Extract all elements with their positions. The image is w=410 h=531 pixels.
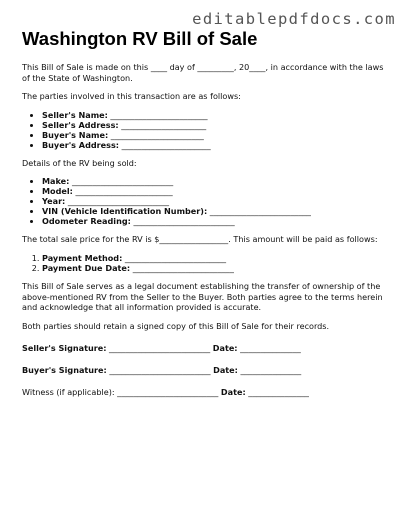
list-item	[42, 120, 390, 130]
buyer-date-label: Date:	[213, 364, 238, 375]
field-label: Make:	[42, 176, 70, 187]
list-item	[42, 253, 390, 263]
list-item	[42, 176, 390, 186]
list-item	[42, 186, 390, 196]
field-label: Seller's Name:	[42, 109, 108, 120]
list-item	[42, 130, 390, 140]
witness-signature-blank[interactable]: _________________________	[114, 386, 221, 397]
field-label: Odometer Reading:	[42, 216, 131, 227]
seller-date-label: Date:	[212, 343, 238, 354]
field-label: Year:	[42, 196, 66, 207]
payment-list	[22, 253, 390, 273]
buyer-signature-blank[interactable]: _________________________	[106, 364, 214, 375]
field-blank[interactable]: _________________________	[69, 176, 174, 187]
rv-details-intro: Details of the RV being sold:	[22, 157, 137, 168]
witness-date-blank[interactable]: _______________	[245, 386, 309, 397]
field-label: Seller's Address:	[42, 119, 119, 130]
rv-details-list	[22, 176, 390, 226]
field-label: VIN (Vehicle Identification Number):	[42, 206, 208, 217]
field-label: Model:	[42, 186, 73, 197]
retain-copy-paragraph: Both parties should retain a signed copy of this Bill of Sale for their records.	[22, 320, 330, 331]
seller-signature-blank[interactable]: _________________________	[106, 343, 213, 354]
field-blank[interactable]: ________________________	[107, 109, 208, 120]
field-blank[interactable]: _________________________	[130, 216, 235, 227]
list-item	[42, 140, 390, 150]
buyer-signature-line	[22, 365, 390, 376]
intro-paragraph: This Bill of Sale is made on this ____ day of _________, 20____, in accordance with the laws of the State of Washington.	[22, 62, 384, 83]
field-label: Buyer's Name:	[42, 129, 109, 140]
seller-date-blank[interactable]: _______________	[237, 343, 301, 354]
buyer-date-blank[interactable]: _______________	[237, 364, 302, 375]
legal-paragraph: This Bill of Sale serves as a legal document establishing the transfer of ownership of the above-mentioned RV from the Seller to the Buyer. Both parties agree to the terms herein and acknowledge that all information provided is accurate.	[22, 280, 383, 313]
witness-date-label: Date:	[220, 386, 246, 397]
field-blank[interactable]: _________________________	[207, 206, 311, 217]
list-item	[42, 196, 390, 206]
parties-list	[22, 110, 390, 150]
witness-signature-line	[22, 387, 390, 398]
site-watermark: editablepdfdocs.com	[192, 10, 396, 28]
buyer-signature-label: Buyer's Signature:	[22, 364, 107, 375]
field-blank[interactable]: _______________________	[108, 129, 204, 140]
parties-intro: The parties involved in this transaction are as follows:	[22, 91, 241, 102]
seller-signature-line	[22, 343, 390, 354]
sale-price-paragraph: The total sale price for the RV is $_________________. This amount will be paid as follows:	[22, 234, 378, 245]
bill-of-sale-document	[22, 28, 390, 408]
document-title: Washington RV Bill of Sale	[22, 28, 258, 49]
field-blank[interactable]: ______________________	[119, 139, 211, 150]
field-blank[interactable]: _____________________	[118, 119, 207, 130]
field-label: Payment Method:	[42, 252, 123, 263]
field-label: Buyer's Address:	[42, 139, 120, 150]
field-blank[interactable]: _________________________	[65, 196, 170, 207]
field-blank[interactable]: ________________________	[72, 186, 173, 197]
field-blank[interactable]: _________________________	[130, 262, 234, 273]
list-item	[42, 216, 390, 226]
list-item	[42, 110, 390, 120]
witness-label: Witness (if applicable):	[22, 386, 115, 397]
field-blank[interactable]: _________________________	[122, 252, 227, 263]
list-item	[42, 206, 390, 216]
seller-signature-label: Seller's Signature:	[22, 343, 107, 354]
list-item	[42, 263, 390, 273]
field-label: Payment Due Date:	[42, 262, 131, 273]
